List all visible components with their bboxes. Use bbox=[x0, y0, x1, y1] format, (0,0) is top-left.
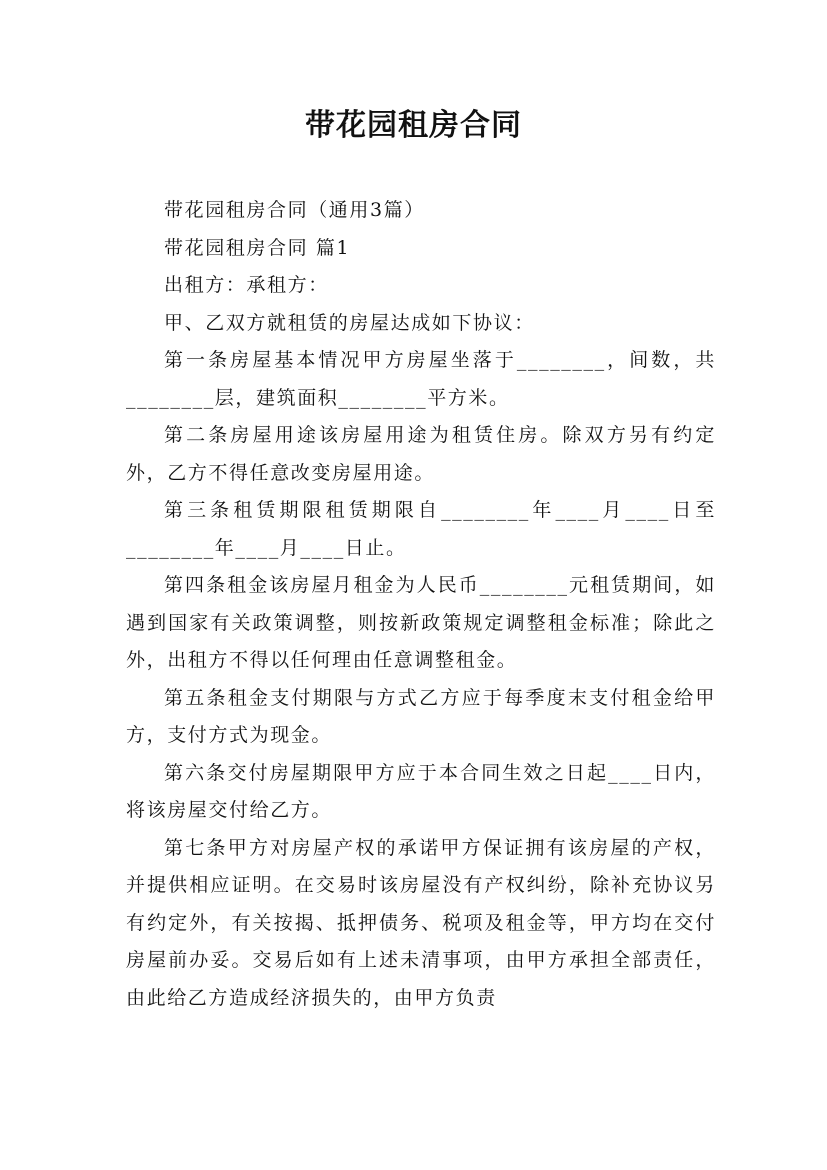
agreement-intro-paragraph: 甲、乙双方就租赁的房屋达成如下协议： bbox=[164, 311, 535, 334]
parties-paragraph: 出租方：承租方： bbox=[164, 274, 329, 296]
document-body bbox=[126, 192, 716, 1017]
document-title: 带花园租房合同 bbox=[305, 108, 522, 143]
article-1-paragraph: 第一条房屋基本情况甲方房屋坐落于________，间数，共________层，建筑面积________平方米。 bbox=[126, 349, 716, 409]
article-5-paragraph: 第五条租金支付期限与方式乙方应于每季度末支付租金给甲方，支付方式为现金。 bbox=[126, 686, 716, 746]
article-6-paragraph: 第六条交付房屋期限甲方应于本合同生效之日起____日内，将该房屋交付给乙方。 bbox=[126, 761, 716, 821]
article-4-paragraph: 第四条租金该房屋月租金为人民币________元租赁期间，如遇到国家有关政策调整，则按新政策规定调整租金标准；除此之外，出租方不得以任何理由任意调整租金。 bbox=[126, 574, 716, 671]
article-3-paragraph: 第三条租赁期限租赁期限自________年____月____日至________年____月____日止。 bbox=[126, 499, 716, 559]
article-7-paragraph: 第七条甲方对房屋产权的承诺甲方保证拥有该房屋的产权，并提供相应证明。在交易时该房屋没有产权纠纷，除补充协议另有约定外，有关按揭、抵押债务、税项及租金等，甲方均在交付房屋前办妥。交易后如有上述未清事项，由甲方承担全部责任，由此给乙方造成经济损失的，由甲方负责 bbox=[126, 836, 716, 1009]
subtitle-paragraph: 带花园租房合同（通用3篇） bbox=[164, 199, 425, 221]
section-heading-paragraph: 带花园租房合同 篇1 bbox=[164, 236, 351, 259]
article-2-paragraph: 第二条房屋用途该房屋用途为租赁住房。除双方另有约定外，乙方不得任意改变房屋用途。 bbox=[126, 424, 716, 484]
